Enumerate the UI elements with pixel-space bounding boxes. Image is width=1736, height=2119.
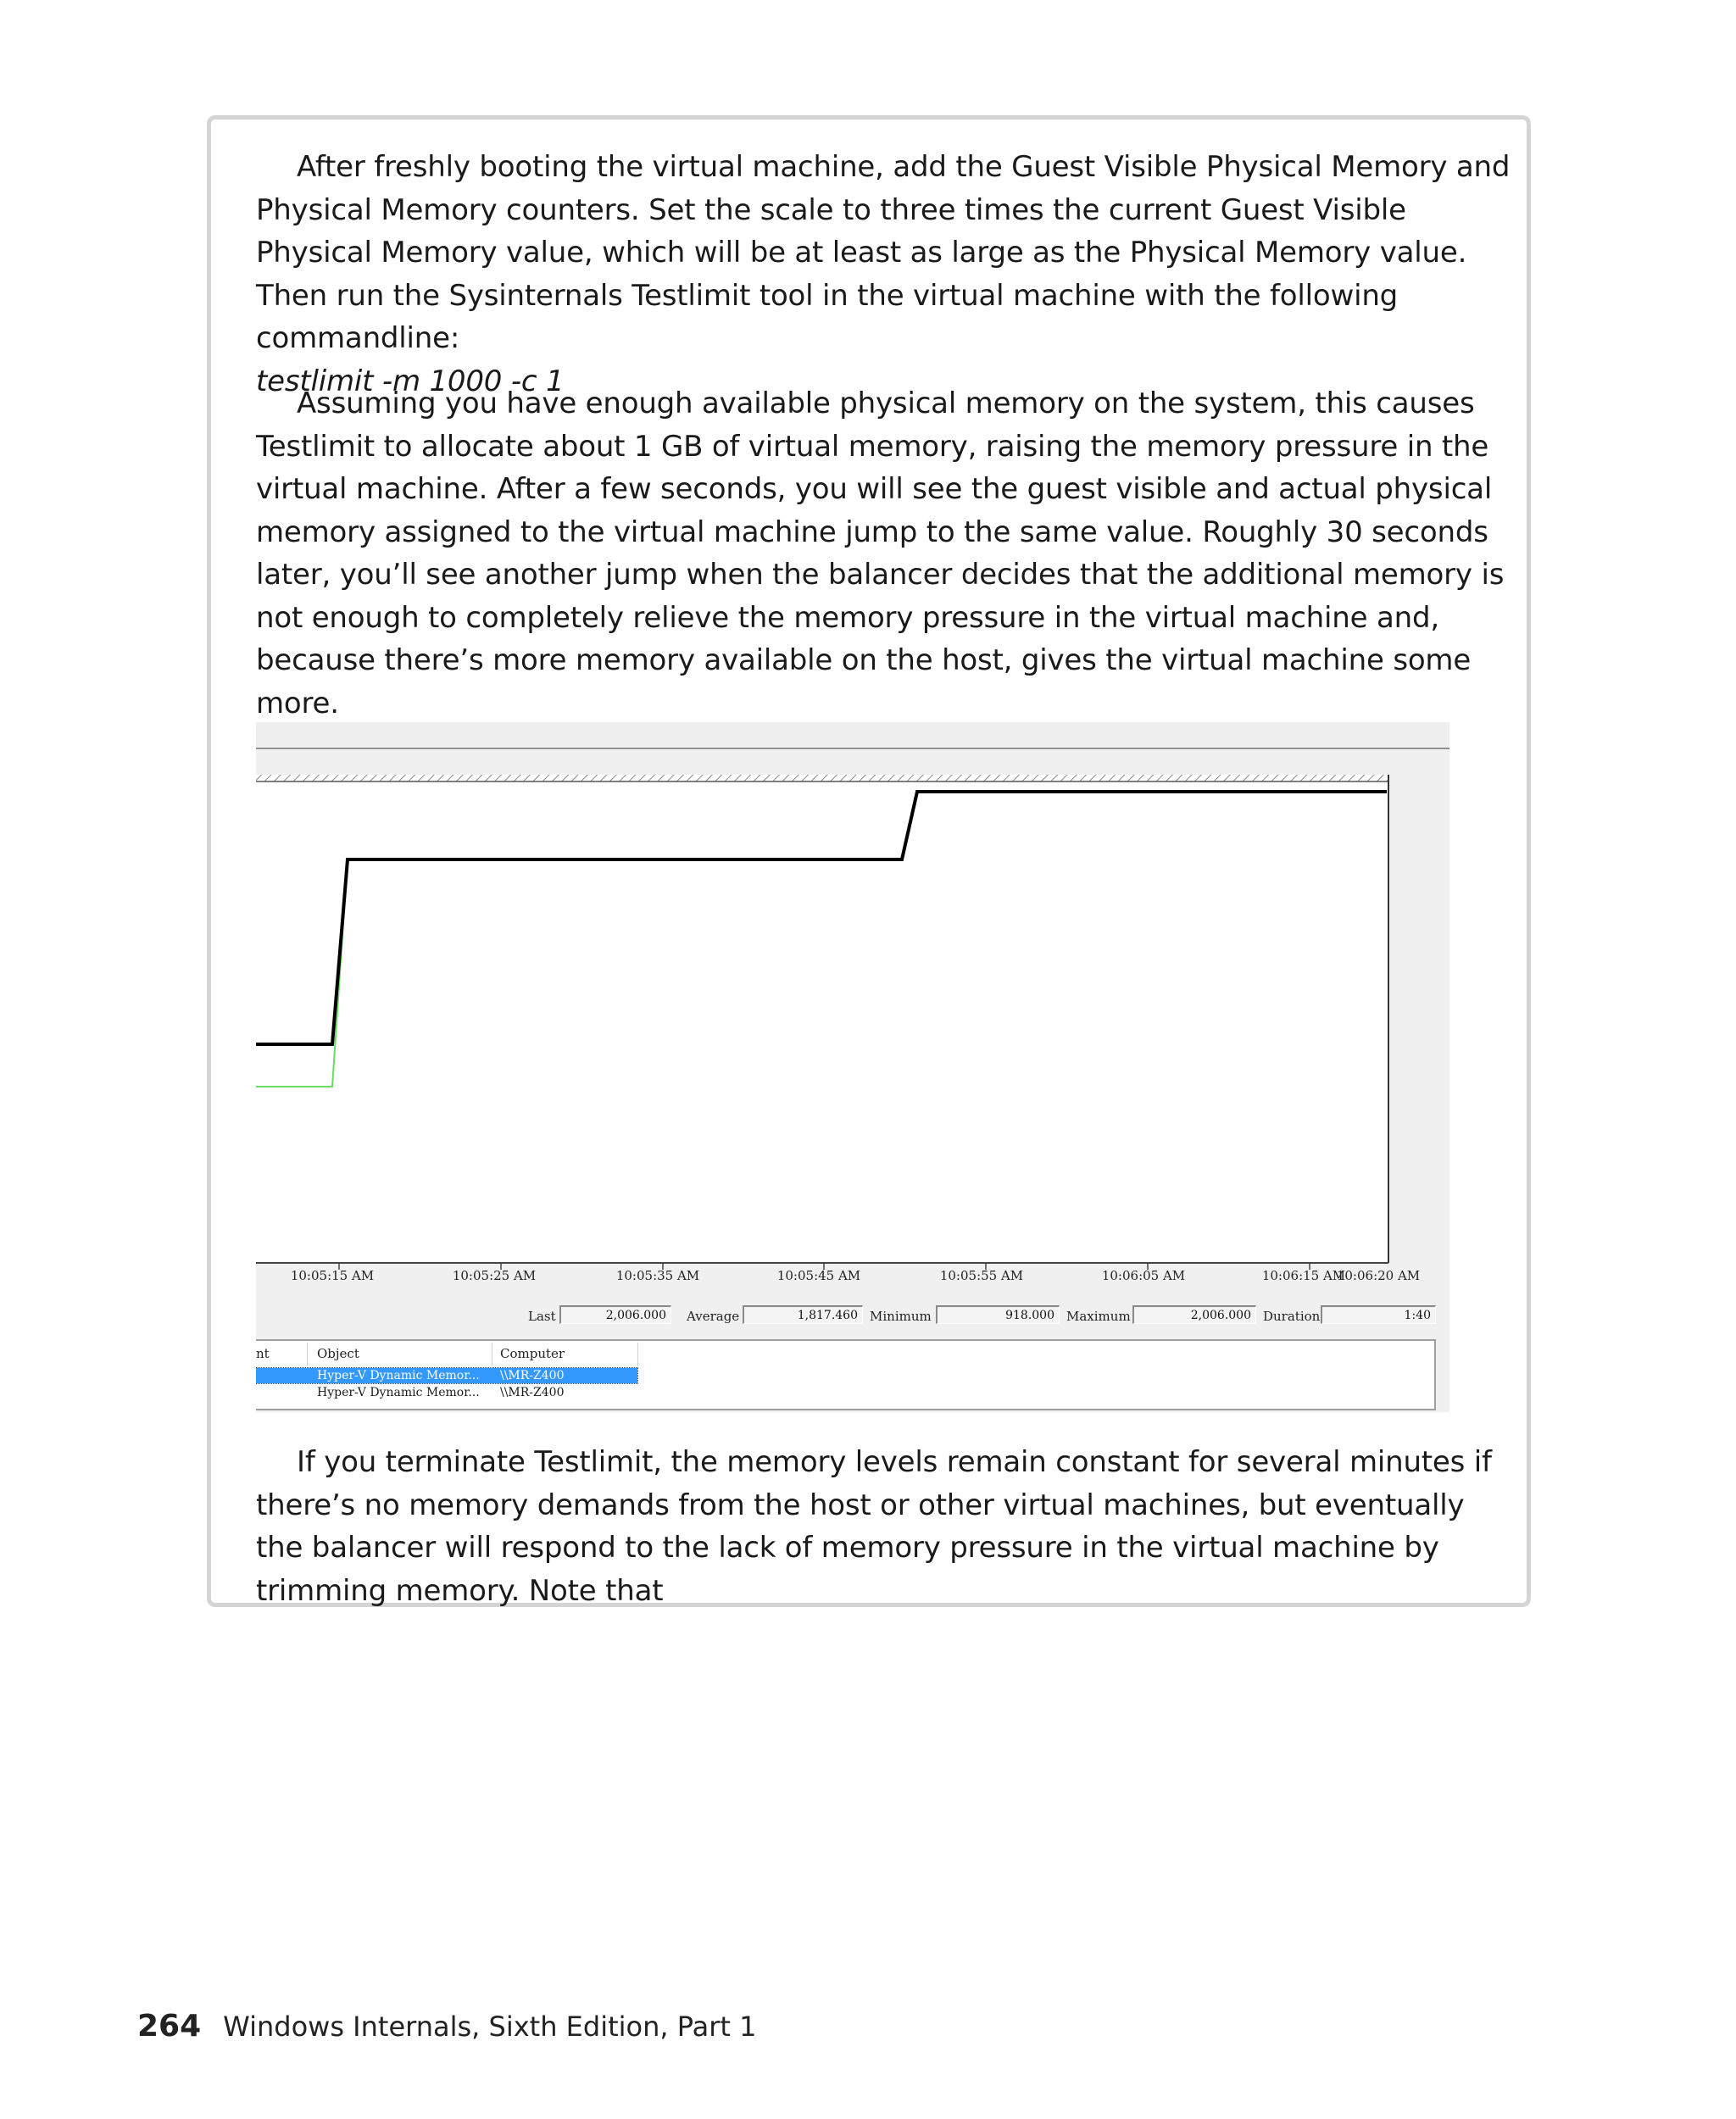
stat-last-value: 2,006.000 <box>559 1305 671 1324</box>
tick-label: 10:05:45 AM <box>776 1268 861 1283</box>
row-object: Hyper-V Dynamic Memor... <box>317 1386 480 1399</box>
book-title: Windows Internals, Sixth Edition, Part 1 <box>223 2011 757 2043</box>
counter-row[interactable] <box>256 1385 637 1400</box>
paragraph-setup <box>256 146 1511 403</box>
column-divider <box>307 1343 308 1366</box>
column-header-object[interactable]: Object <box>317 1346 359 1361</box>
page-number: 264 <box>137 2009 202 2044</box>
tick-label: 10:05:35 AM <box>615 1268 700 1283</box>
stat-duration-value: 1:40 <box>1321 1305 1436 1324</box>
row-computer: \\MR-Z400 <box>500 1369 565 1382</box>
column-divider <box>637 1343 638 1366</box>
row-computer: \\MR-Z400 <box>500 1386 565 1399</box>
stat-minimum-value: 918.000 <box>936 1305 1060 1324</box>
tick-label: 10:05:55 AM <box>939 1268 1024 1283</box>
graph-top-hatch <box>256 775 1388 781</box>
stat-duration-label: Duration <box>1263 1309 1321 1324</box>
column-header-counter[interactable]: nt <box>256 1346 270 1361</box>
stat-maximum-label: Maximum <box>1066 1309 1131 1324</box>
performance-monitor-screenshot <box>256 722 1449 1412</box>
stat-minimum-label: Minimum <box>870 1309 932 1324</box>
command-line: testlimit -m 1000 -c 1 <box>256 364 565 398</box>
counter-list[interactable] <box>256 1339 1436 1410</box>
graph-area <box>256 775 1388 1263</box>
toolbar-strip <box>256 722 1449 748</box>
page-footer <box>137 2009 756 2044</box>
paragraph-termination: If you terminate Testlimit, the memory levels remain constant for several minutes if there’s no memory demands from the host or other virtual machines, but eventually the balancer will respond to the lack of memory pressure in the virtual machine by trimming memory. Note that <box>256 1445 1492 1608</box>
paragraph-setup-text: After freshly booting the virtual machine, add the Guest Visible Physical Memory and Physical Memory counters. Set the scale to three times the current Guest Visible Physical Memory value, which will be at least as large as the Physical Memory value. Then run the Sysinternals Testlimit tool in the virtual machine with the following commandline: <box>256 150 1511 355</box>
counter-row-selected[interactable] <box>256 1368 637 1383</box>
paragraph-explanation: Assuming you have enough available physical memory on the system, this causes Testlimit to allocate about 1 GB of virtual memory, raising the memory pressure in the virtual machine. After a few seconds, you will see the guest visible and actual physical memory assigned to the virtual machine jump to the same value. Roughly 30 seconds later, you’ll see another jump when the balancer decides that the additional memory is not enough to completely relieve the memory pressure in the virtual machine and, because there’s more memory available on the host, gives the virtual machine some more. <box>256 387 1505 720</box>
stat-last-label: Last <box>528 1309 556 1324</box>
column-header-computer[interactable]: Computer <box>500 1346 565 1361</box>
tick-label: 10:06:15 AM <box>1261 1268 1346 1283</box>
row-object: Hyper-V Dynamic Memor... <box>317 1369 480 1382</box>
stat-average-label: Average <box>687 1309 740 1324</box>
stat-maximum-value: 2,006.000 <box>1132 1305 1256 1324</box>
tick-label: 10:05:25 AM <box>452 1268 537 1283</box>
tick-label: 10:05:15 AM <box>290 1268 375 1283</box>
tick-label: 10:06:20 AM <box>1336 1268 1421 1283</box>
tick-label: 10:06:05 AM <box>1101 1268 1186 1283</box>
stat-average-value: 1,817.460 <box>743 1305 863 1324</box>
